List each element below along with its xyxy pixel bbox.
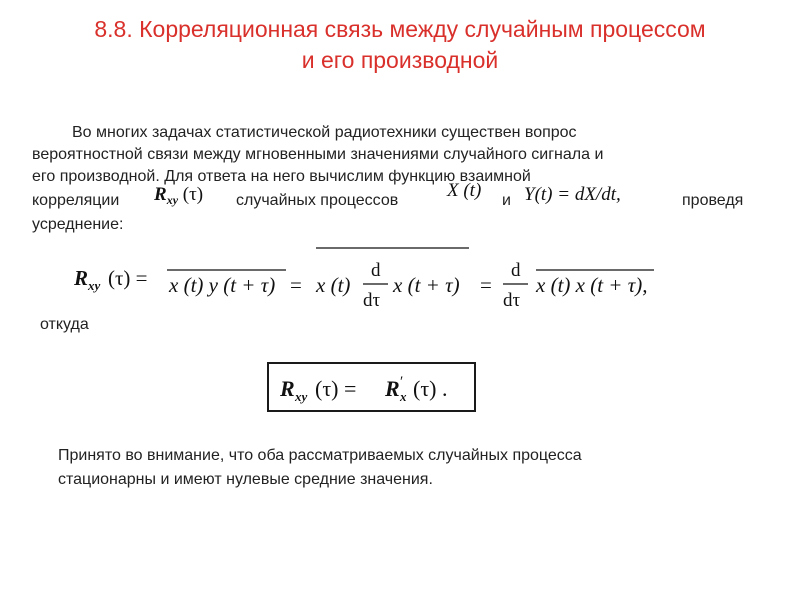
boxed-rhs-prime: ′ — [400, 374, 404, 390]
correlation-equation — [74, 240, 794, 320]
intro-line-5: усреднение: — [32, 216, 124, 233]
intro-paragraph — [32, 122, 752, 236]
slide-title — [0, 14, 800, 76]
eq-equals-1: = — [290, 273, 302, 297]
x-of-t-inline-math: X (t) — [447, 180, 482, 201]
intro-line-4-a: корреляции — [32, 192, 120, 209]
eq-frac1-denominator: dτ — [363, 290, 381, 311]
eq-lhs-symbol: R — [74, 266, 89, 290]
eq-frac2-denominator: dτ — [503, 290, 521, 311]
eq-lhs-argument: (τ) = — [108, 266, 148, 290]
intro-line-3: его производной. Для ответа на него вычислим функцию взаимной — [32, 168, 531, 185]
boxed-result — [267, 362, 476, 412]
conclusion-line-1: Принято во внимание, что оба рассматриваемых случайных процесса — [58, 447, 582, 464]
slide-title-line-2: и его производной — [301, 47, 499, 73]
eq-equals-2: = — [480, 273, 492, 297]
rxy-symbol: R — [154, 184, 167, 205]
eq-frac2-numerator: d — [511, 260, 521, 281]
boxed-rhs-subscript: x — [400, 389, 407, 404]
boxed-lhs-argument: (τ) = — [315, 376, 357, 401]
intro-line-4-c: и — [502, 192, 511, 209]
boxed-rhs-symbol: R — [385, 376, 400, 401]
intro-line-4-d: проведя — [682, 192, 744, 209]
intro-line-1 — [32, 122, 752, 144]
boxed-result-svg — [269, 364, 474, 410]
eq-term2-a: x (t) — [316, 273, 351, 297]
eq-term1: x (t) y (t + τ) — [169, 273, 276, 297]
eq-term2-b: x (t + τ) — [393, 273, 460, 297]
intro-line-2: вероятностной связи между мгновенными значениями случайного сигнала и — [32, 146, 604, 163]
conclusion-line-2: стационарны и имеют нулевые средние значения. — [58, 471, 433, 488]
intro-line-4-b: случайных процессов — [236, 192, 399, 209]
eq-lhs-subscript: xy — [88, 278, 101, 293]
correlation-equation-svg — [74, 240, 794, 320]
rxy-argument: (τ) — [182, 184, 204, 205]
otkuda-label: откуда — [40, 316, 89, 333]
slide-title-line-1: 8.8. Корреляционная связь между случайным процессом — [94, 16, 706, 42]
conclusion-paragraph — [58, 444, 758, 492]
intro-line-4 — [32, 180, 752, 214]
rxy-inline-math — [154, 184, 203, 211]
boxed-lhs-subscript: xy — [295, 389, 308, 404]
eq-term3: x (t) x (t + τ), — [536, 273, 648, 297]
eq-frac1-numerator: d — [371, 260, 381, 281]
rxy-subscript: xy — [166, 193, 179, 207]
boxed-lhs-symbol: R — [280, 376, 295, 401]
intro-line-1-text: Во многих задачах статистической радиотехники существен вопрос — [72, 124, 577, 141]
boxed-rhs-argument: (τ) . — [413, 376, 448, 401]
y-definition-inline-math: Y(t) = dX/dt, — [524, 184, 621, 205]
